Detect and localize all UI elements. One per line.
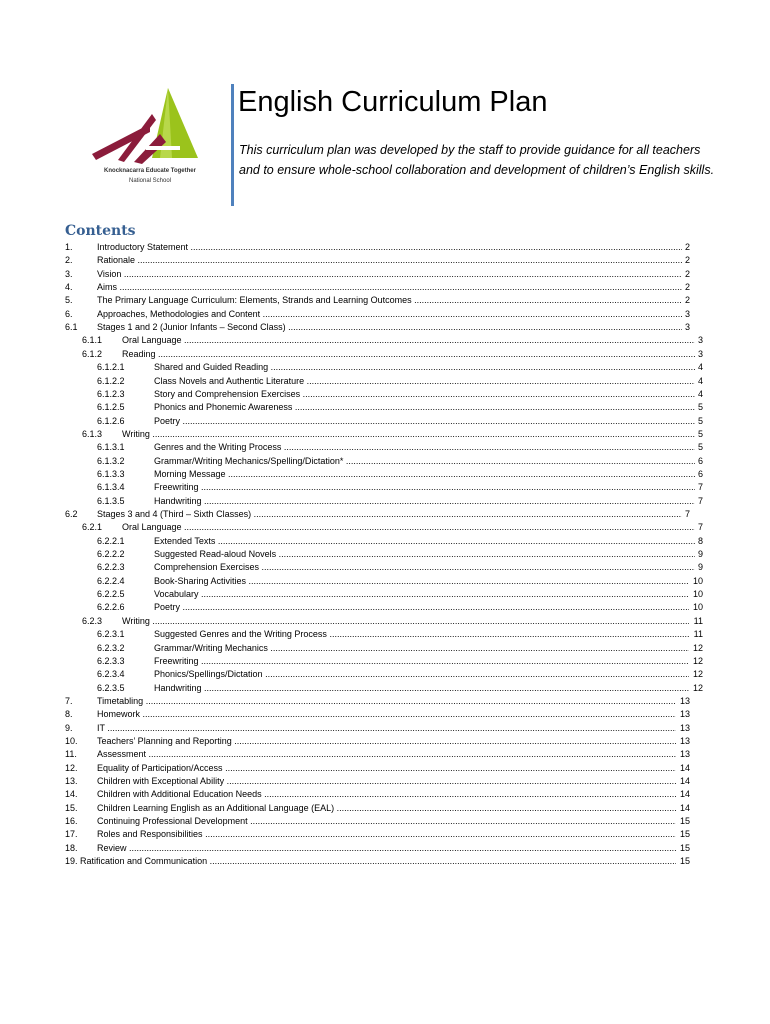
toc-entry[interactable] bbox=[0, 695, 770, 708]
toc-entry-page: 14 bbox=[679, 789, 690, 800]
toc-entry-number: 15. bbox=[65, 802, 78, 813]
toc-entry-page: 8 bbox=[697, 535, 703, 546]
toc-entry-page: 13 bbox=[679, 709, 690, 720]
toc-entry-number: 17. bbox=[65, 829, 78, 840]
toc-entry-number: 6.2.2.4 bbox=[97, 575, 125, 586]
toc-entry-label: Handwriting ..... bbox=[154, 682, 689, 695]
toc-entry-page: 4 bbox=[697, 362, 703, 373]
toc-entry-page: 12 bbox=[692, 642, 703, 653]
logo-school-name: Knocknacarra Educate Together bbox=[104, 168, 196, 174]
toc-entry-page: 2 bbox=[684, 282, 690, 293]
toc-entry[interactable] bbox=[0, 855, 770, 868]
toc-entry-number: 6.1.2.3 bbox=[97, 388, 125, 399]
toc-entry-page: 4 bbox=[697, 388, 703, 399]
toc-entry[interactable] bbox=[0, 455, 770, 468]
toc-entry[interactable] bbox=[0, 361, 770, 374]
toc-entry-page: 14 bbox=[679, 762, 690, 773]
toc-entry-label: Freewriting ..... bbox=[154, 655, 689, 668]
toc-entry-number: 6.2.2.1 bbox=[97, 535, 125, 546]
toc-entry-label: Rationale ..... bbox=[97, 254, 682, 267]
toc-entry-page: 15 bbox=[679, 842, 690, 853]
toc-entry-label: Teachers’ Planning and Reporting ..... bbox=[97, 735, 676, 748]
toc-entry-label: Oral Language ..... bbox=[122, 521, 695, 534]
toc-entry-number: 2. bbox=[65, 255, 73, 266]
toc-entry-label: Aims ..... bbox=[97, 281, 682, 294]
toc-entry[interactable] bbox=[0, 508, 770, 521]
toc-entry-page: 2 bbox=[684, 268, 690, 279]
toc-entry-number: 9. bbox=[65, 722, 73, 733]
toc-entry[interactable] bbox=[0, 481, 770, 494]
toc-entry-label: Vision ..... bbox=[97, 268, 682, 281]
toc-entry[interactable] bbox=[0, 655, 770, 668]
toc-entry-number: 6.1.3.4 bbox=[97, 482, 125, 493]
toc-entry-page: 7 bbox=[684, 509, 690, 519]
toc-entry-page: 2 bbox=[684, 255, 690, 266]
toc-entry[interactable] bbox=[0, 682, 770, 695]
toc-entry-number: 12. bbox=[65, 762, 78, 773]
toc-entry[interactable] bbox=[0, 708, 770, 721]
toc-entry-page: 10 bbox=[692, 602, 703, 613]
toc-entry-label: Shared and Guided Reading ..... bbox=[154, 361, 695, 374]
toc-entry[interactable] bbox=[0, 468, 770, 481]
toc-entry-page: 3 bbox=[684, 322, 690, 333]
toc-entry-label: Story and Comprehension Exercises ..... bbox=[154, 388, 695, 401]
toc-entry-page: 11 bbox=[693, 615, 703, 626]
toc-entry-label: Writing ..... bbox=[122, 615, 689, 628]
toc-entry-number: 6.2.1 bbox=[82, 522, 103, 533]
toc-entry-number: 10. bbox=[65, 735, 78, 746]
toc-entry-number: 6. bbox=[65, 308, 73, 319]
toc-entry[interactable] bbox=[0, 241, 770, 254]
toc-entry-number: 6.2.3.1 bbox=[97, 629, 125, 640]
toc-entry[interactable] bbox=[0, 401, 770, 414]
toc-entry[interactable] bbox=[0, 788, 770, 801]
toc-entry[interactable] bbox=[0, 842, 770, 855]
toc-entry[interactable] bbox=[0, 802, 770, 815]
toc-entry-page: 3 bbox=[684, 308, 690, 319]
toc-entry-label: Poetry ..... bbox=[154, 601, 689, 614]
toc-entry-page: 9 bbox=[697, 562, 703, 573]
toc-entry-label: Phonics and Phonemic Awareness ..... bbox=[154, 401, 695, 414]
toc-entry-number: 6.1 bbox=[65, 322, 78, 333]
toc-entry-label: Genres and the Writing Process ..... bbox=[154, 441, 695, 454]
toc-entry-page: 10 bbox=[692, 575, 703, 586]
toc-entry-label: Continuing Professional Development ..... bbox=[97, 815, 676, 828]
toc-entry-label: 19. Ratification and Communication ..... bbox=[65, 855, 676, 868]
toc-entry-number: 4. bbox=[65, 282, 73, 293]
toc-entry[interactable] bbox=[0, 815, 770, 828]
toc-entry-label: Phonics/Spellings/Dictation ..... bbox=[154, 668, 689, 681]
toc-entry-number: 5. bbox=[65, 295, 73, 306]
toc-entry[interactable] bbox=[0, 308, 770, 321]
toc-entry-page: 5 bbox=[697, 402, 703, 413]
toc-entry-number: 6.1.2.2 bbox=[97, 375, 125, 386]
toc-entry-page: 2 bbox=[684, 295, 690, 306]
toc-entry-label: The Primary Language Curriculum: Elements, Strands and Learning Outcomes ..... bbox=[97, 294, 682, 307]
toc-entry-label: Writing ..... bbox=[122, 428, 695, 441]
toc-entry[interactable] bbox=[0, 575, 770, 588]
toc-entry-label: Freewriting ..... bbox=[154, 481, 695, 494]
toc-entry-number: 6.1.3.2 bbox=[97, 455, 125, 466]
toc-entry[interactable] bbox=[0, 762, 770, 775]
toc-entry[interactable] bbox=[0, 254, 770, 267]
toc-entry-label: Stages 3 and 4 (Third – Sixth Classes) ..... bbox=[97, 508, 682, 521]
toc-entry-page: 12 bbox=[692, 655, 703, 666]
toc-entry[interactable] bbox=[0, 375, 770, 388]
toc-entry-page: 15 bbox=[679, 856, 690, 867]
toc-entry[interactable] bbox=[0, 535, 770, 548]
toc-entry-label: Children Learning English as an Additional Language (EAL) ..... bbox=[97, 802, 676, 815]
toc-entry-page: 13 bbox=[679, 695, 690, 706]
toc-entry-page: 7 bbox=[697, 495, 703, 506]
toc-entry-number: 6.2.3.5 bbox=[97, 682, 125, 693]
toc-entry-page: 14 bbox=[679, 776, 690, 786]
toc-entry[interactable] bbox=[0, 668, 770, 681]
logo-mark-icon bbox=[90, 84, 200, 164]
toc-entry[interactable] bbox=[0, 334, 770, 347]
toc-entry-number: 6.1.3.3 bbox=[97, 468, 125, 479]
toc-entry-number: 18. bbox=[65, 842, 78, 853]
toc-entry-number: 8. bbox=[65, 709, 73, 720]
toc-entry-page: 7 bbox=[697, 522, 703, 533]
toc-entry-label: Stages 1 and 2 (Junior Infants – Second Class) ..... bbox=[97, 321, 682, 334]
toc-entry-label: Morning Message ..... bbox=[154, 468, 695, 481]
toc-entry[interactable] bbox=[0, 321, 770, 334]
toc-entry-number: 6.1.2.1 bbox=[97, 362, 125, 373]
toc-entry[interactable] bbox=[0, 642, 770, 655]
toc-entry[interactable] bbox=[0, 495, 770, 508]
document-subtitle: This curriculum plan was developed by the staff to provide guidance for all teachers and to ensure whole-school collaboration and development of children’s English skills. bbox=[239, 143, 715, 177]
toc-entry-number: 6.2.2.5 bbox=[97, 589, 125, 600]
toc-entry-label: Reading ..... bbox=[122, 348, 695, 361]
toc-entry[interactable] bbox=[0, 521, 770, 534]
toc-entry-label: Children with Additional Education Needs ..... bbox=[97, 788, 676, 801]
toc-entry-page: 4 bbox=[697, 375, 703, 386]
toc-entry-page: 11 bbox=[693, 629, 703, 640]
toc-entry-page: 15 bbox=[679, 816, 690, 827]
contents-heading: Contents bbox=[65, 223, 136, 239]
toc-entry-number: 6.1.3.1 bbox=[97, 442, 125, 453]
toc-entry-number: 16. bbox=[65, 816, 78, 827]
toc-entry-label: Handwriting ..... bbox=[154, 495, 695, 508]
toc-entry-page: 9 bbox=[697, 549, 703, 560]
logo-school-type: National School bbox=[128, 178, 172, 184]
toc-entry-label: Homework ..... bbox=[97, 708, 676, 721]
toc-entry-number: 1. bbox=[65, 242, 73, 252]
toc-entry-number: 6.2.3.3 bbox=[97, 655, 125, 666]
toc-entry-label: Oral Language ..... bbox=[122, 334, 695, 347]
school-logo bbox=[82, 84, 218, 192]
toc-entry[interactable] bbox=[0, 615, 770, 628]
toc-entry-number: 13. bbox=[65, 776, 78, 786]
toc-entry-number: 7. bbox=[65, 695, 73, 706]
toc-entry[interactable] bbox=[0, 601, 770, 614]
toc-entry-page: 5 bbox=[697, 442, 703, 453]
toc-entry-page: 6 bbox=[697, 468, 703, 479]
toc-entry-number: 6.2.3.4 bbox=[97, 669, 125, 680]
toc-entry-label: Children with Exceptional Ability ..... bbox=[97, 775, 676, 788]
toc-entry-number: 6.1.2.5 bbox=[97, 402, 125, 413]
document-title: English Curriculum Plan bbox=[238, 86, 548, 118]
toc-entry-page: 13 bbox=[679, 722, 690, 733]
toc-entry[interactable] bbox=[0, 268, 770, 281]
toc-entry[interactable] bbox=[0, 348, 770, 361]
toc-entry-label: Suggested Genres and the Writing Process ..... bbox=[154, 628, 689, 641]
toc-entry-page: 12 bbox=[692, 682, 703, 693]
toc-entry-label: Comprehension Exercises ..... bbox=[154, 561, 695, 574]
toc-entry-label: Suggested Read-aloud Novels ..... bbox=[154, 548, 695, 561]
toc-entry-label: Timetabling ..... bbox=[97, 695, 676, 708]
toc-entry-label: Extended Texts ..... bbox=[154, 535, 695, 548]
toc-entry-number: 6.2.2.2 bbox=[97, 549, 125, 560]
toc-entry-label: Grammar/Writing Mechanics ..... bbox=[154, 642, 689, 655]
toc-entry-number: 6.1.1 bbox=[82, 335, 103, 346]
toc-entry-label: Approaches, Methodologies and Content ..... bbox=[97, 308, 682, 321]
toc-entry-number: 6.2.2.3 bbox=[97, 562, 125, 573]
toc-entry-label: Book-Sharing Activities ..... bbox=[154, 575, 689, 588]
toc-entry-page: 6 bbox=[697, 455, 703, 466]
toc-entry[interactable] bbox=[0, 775, 770, 788]
toc-entry-page: 13 bbox=[679, 735, 690, 746]
toc-entry-page: 13 bbox=[679, 749, 690, 760]
toc-entry[interactable] bbox=[0, 561, 770, 574]
toc-entry-number: 6.1.2.6 bbox=[97, 415, 125, 426]
toc-entry-number: 6.1.3 bbox=[82, 428, 103, 439]
toc-entry-page: 2 bbox=[684, 242, 690, 252]
toc-entry-label: Vocabulary ..... bbox=[154, 588, 689, 601]
toc-entry[interactable] bbox=[0, 748, 770, 761]
toc-entry-label: Roles and Responsibilities ..... bbox=[97, 828, 676, 841]
toc-entry-page: 5 bbox=[697, 415, 703, 426]
toc-entry-number: 6.2.3.2 bbox=[97, 642, 125, 653]
toc-entry-label: IT ..... bbox=[97, 722, 676, 735]
toc-entry-page: 5 bbox=[697, 428, 703, 439]
toc-entry-page: 3 bbox=[697, 335, 703, 346]
toc-entry-label: Introductory Statement ..... bbox=[97, 241, 682, 254]
toc-entry[interactable] bbox=[0, 588, 770, 601]
toc-entry-page: 7 bbox=[697, 482, 703, 493]
toc-entry-label: Assessment ..... bbox=[97, 748, 676, 761]
toc-entry[interactable] bbox=[0, 281, 770, 294]
toc-entry[interactable] bbox=[0, 388, 770, 401]
toc-entry[interactable] bbox=[0, 415, 770, 428]
toc-entry-page: 14 bbox=[679, 802, 690, 813]
toc-entry-label: Poetry ..... bbox=[154, 415, 695, 428]
toc-entry[interactable] bbox=[0, 735, 770, 748]
toc-entry[interactable] bbox=[0, 828, 770, 841]
toc-entry[interactable] bbox=[0, 548, 770, 561]
toc-entry[interactable] bbox=[0, 428, 770, 441]
toc-entry[interactable] bbox=[0, 294, 770, 307]
toc-entry-label: Grammar/Writing Mechanics/Spelling/Dictation* ..... bbox=[154, 455, 695, 468]
toc-entry-page: 15 bbox=[679, 829, 690, 840]
toc-entry-page: 3 bbox=[697, 348, 703, 359]
toc-entry-page: 12 bbox=[692, 669, 703, 680]
toc-entry-number: 6.1.3.5 bbox=[97, 495, 125, 506]
header-accent-bar bbox=[231, 84, 234, 206]
toc-entry[interactable] bbox=[0, 722, 770, 735]
toc-entry-number: 6.1.2 bbox=[82, 348, 103, 359]
toc-entry-label: Review ..... bbox=[97, 842, 676, 855]
toc-entry-label: Equality of Participation/Access ..... bbox=[97, 762, 676, 775]
toc-entry-label: Class Novels and Authentic Literature ..... bbox=[154, 375, 695, 388]
toc-entry-number: 6.2.3 bbox=[82, 615, 103, 626]
toc-entry-number: 3. bbox=[65, 268, 73, 279]
toc-entry[interactable] bbox=[0, 628, 770, 641]
toc-entry-number: 14. bbox=[65, 789, 78, 800]
toc-entry-page: 10 bbox=[692, 589, 703, 600]
toc-entry-number: 6.2 bbox=[65, 509, 78, 519]
toc-entry-number: 11. bbox=[65, 749, 77, 760]
toc-entry-number: 6.2.2.6 bbox=[97, 602, 125, 613]
toc-entry[interactable] bbox=[0, 441, 770, 454]
